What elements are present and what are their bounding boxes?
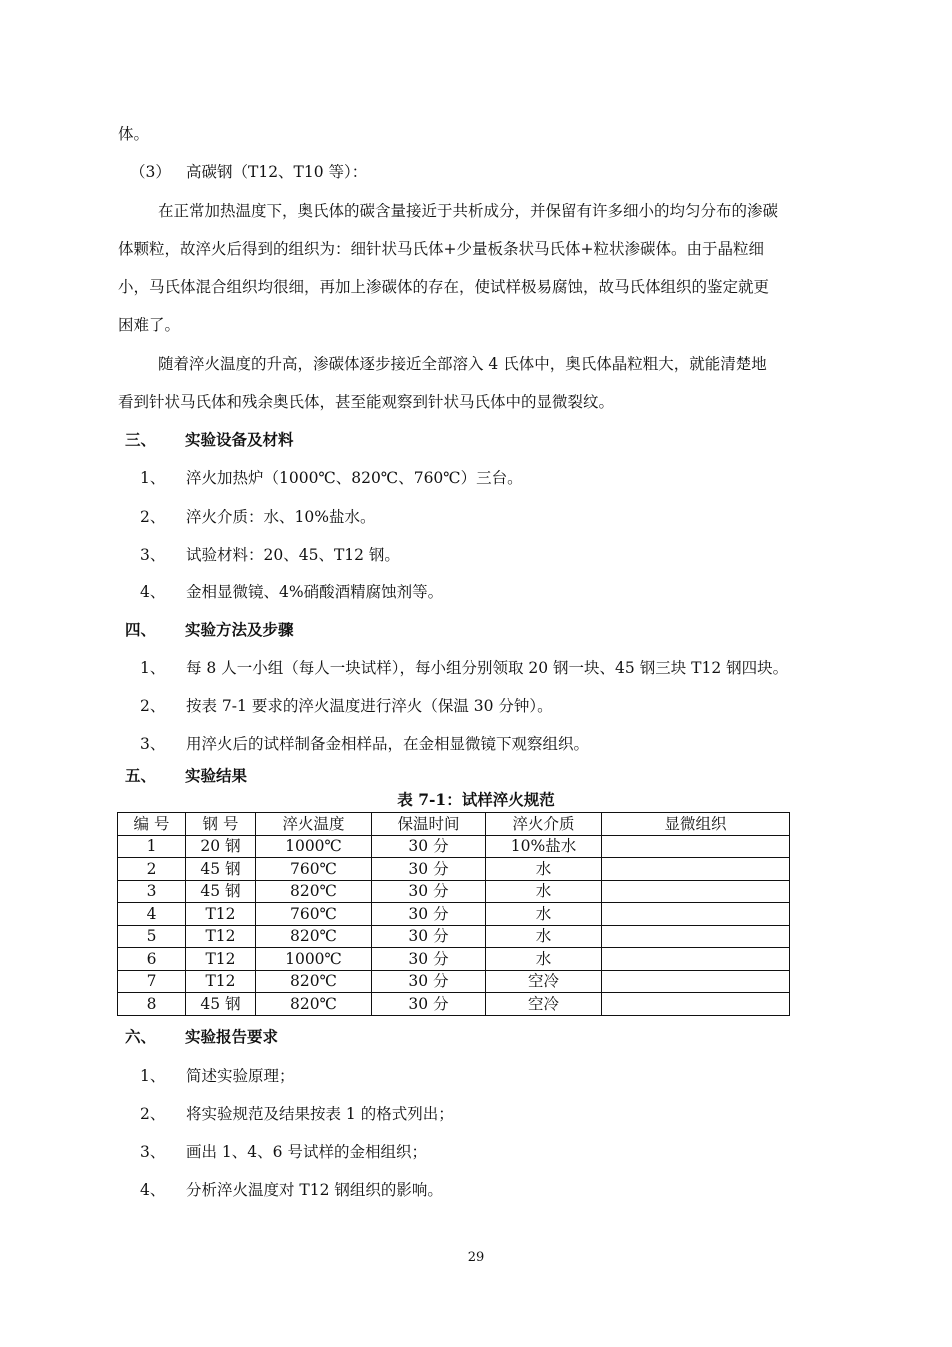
table-cell: 3 <box>118 880 186 903</box>
header-cell-number: 编 号 <box>118 813 186 836</box>
list-item <box>140 1180 443 1200</box>
list-item-number: 2、 <box>140 508 166 526</box>
table-cell: 空冷 <box>486 993 602 1016</box>
section-heading <box>125 1027 278 1047</box>
header-cell-medium: 淬火介质 <box>486 813 602 836</box>
table-cell <box>602 835 790 858</box>
table-cell: 30 分 <box>372 880 486 903</box>
section-title: 实验结果 <box>185 766 248 785</box>
table-cell: 820℃ <box>256 925 372 948</box>
header-cell-hold-time: 保温时间 <box>372 813 486 836</box>
list-item-text: 淬火介质：水、10%盐水。 <box>186 508 376 526</box>
list-item-text: 用淬火后的试样制备金相样品，在金相显微镜下观察组织。 <box>186 735 590 753</box>
list-item-text: 试验材料：20、45、T12 钢。 <box>186 546 400 564</box>
table-cell <box>602 993 790 1016</box>
list-item-number: 3、 <box>140 735 166 753</box>
section-number: 三、 <box>125 430 157 449</box>
list-item-text: 画出 1、4、6 号试样的金相组织； <box>186 1143 427 1161</box>
section-heading <box>125 620 294 640</box>
list-item <box>140 545 400 565</box>
table-cell: 2 <box>118 858 186 881</box>
table-cell: 7 <box>118 970 186 993</box>
header-cell-temperature: 淬火温度 <box>256 813 372 836</box>
list-item-text: 简述实验原理； <box>186 1067 295 1085</box>
list-item-number: 1、 <box>140 1067 166 1085</box>
table-cell: T12 <box>186 903 256 926</box>
subsection-title: 高碳钢（T12、T10 等）： <box>186 163 368 181</box>
table-cell: 820℃ <box>256 880 372 903</box>
list-item <box>140 734 589 754</box>
table-cell: 820℃ <box>256 993 372 1016</box>
paragraph-line: 看到针状马氏体和残余奥氏体，甚至能观察到针状马氏体中的显微裂纹。 <box>118 393 615 411</box>
list-item-number: 3、 <box>140 546 166 564</box>
list-item-number: 4、 <box>140 1181 166 1199</box>
list-item-text: 淬火加热炉（1000℃、820℃、760℃）三台。 <box>186 469 523 487</box>
list-item <box>140 468 523 488</box>
list-item-number: 2、 <box>140 697 166 715</box>
section-title: 实验方法及步骤 <box>185 620 294 639</box>
table-cell: 760℃ <box>256 903 372 926</box>
header-cell-microstructure: 显微组织 <box>602 813 790 836</box>
list-item-number: 2、 <box>140 1105 166 1123</box>
table-row <box>118 903 790 926</box>
list-item <box>140 696 553 716</box>
paragraph-line: 困难了。 <box>118 316 181 334</box>
section-number: 六、 <box>125 1027 157 1046</box>
table-row <box>118 970 790 993</box>
section-number: 五、 <box>125 766 157 785</box>
list-item <box>140 1142 427 1162</box>
table-cell: 30 分 <box>372 970 486 993</box>
table-row <box>118 948 790 971</box>
list-item-text: 将实验规范及结果按表 1 的格式列出； <box>186 1105 454 1123</box>
list-item-text: 每 8 人一小组（每人一块试样），每小组分别领取 20 钢一块、45 钢三块 T12 钢四块。 <box>186 659 789 677</box>
page-number: 29 <box>467 1250 485 1265</box>
table-cell: 1000℃ <box>256 835 372 858</box>
list-item <box>140 1104 454 1124</box>
list-item-text: 金相显微镜、4%硝酸酒精腐蚀剂等。 <box>186 583 444 601</box>
list-item-text: 按表 7-1 要求的淬火温度进行淬火（保温 30 分钟）。 <box>186 697 553 715</box>
table-cell: 30 分 <box>372 993 486 1016</box>
quench-spec-table <box>117 812 790 1016</box>
section-title: 实验报告要求 <box>185 1027 279 1046</box>
list-item-number: 1、 <box>140 659 166 677</box>
table-cell: 6 <box>118 948 186 971</box>
table-cell: 5 <box>118 925 186 948</box>
table-cell: 20 钢 <box>186 835 256 858</box>
table-cell: 30 分 <box>372 835 486 858</box>
section-heading <box>125 766 247 786</box>
table-row <box>118 880 790 903</box>
table-cell: T12 <box>186 925 256 948</box>
table-cell: 45 钢 <box>186 858 256 881</box>
table-row <box>118 993 790 1016</box>
table-cell: 8 <box>118 993 186 1016</box>
table-cell <box>602 925 790 948</box>
paragraph-line: 体。 <box>118 125 150 143</box>
table-cell: 30 分 <box>372 925 486 948</box>
list-item-number: 3、 <box>140 1143 166 1161</box>
table-cell: 30 分 <box>372 858 486 881</box>
table-row <box>118 835 790 858</box>
table-cell: T12 <box>186 948 256 971</box>
table-cell: 45 钢 <box>186 993 256 1016</box>
section-heading <box>125 430 294 450</box>
table-caption: 表 7-1：试样淬火规范 <box>397 790 555 809</box>
list-item <box>140 658 788 678</box>
table-cell: 45 钢 <box>186 880 256 903</box>
table-cell: 1 <box>118 835 186 858</box>
subsection-number: （3） <box>130 163 171 181</box>
table-cell: 空冷 <box>486 970 602 993</box>
table-cell: 水 <box>486 948 602 971</box>
header-cell-steel: 钢 号 <box>186 813 256 836</box>
table-cell: 30 分 <box>372 948 486 971</box>
table-cell <box>602 858 790 881</box>
paragraph-line: 在正常加热温度下，奥氏体的碳含量接近于共析成分，并保留有许多细小的均匀分布的渗碳 <box>158 202 779 220</box>
table-cell <box>602 970 790 993</box>
table-cell: 820℃ <box>256 970 372 993</box>
table-row <box>118 925 790 948</box>
table-row <box>118 858 790 881</box>
table-cell: 水 <box>486 880 602 903</box>
list-item <box>140 1066 295 1086</box>
table-cell: 30 分 <box>372 903 486 926</box>
list-item-number: 4、 <box>140 583 166 601</box>
list-item-text: 分析淬火温度对 T12 钢组织的影响。 <box>186 1181 443 1199</box>
paragraph-line: 随着淬火温度的升高，渗碳体逐步接近全部溶入 4 氏体中，奥氏体晶粒粗大，就能清楚地 <box>158 355 767 373</box>
table-cell: 760℃ <box>256 858 372 881</box>
table-cell: 4 <box>118 903 186 926</box>
table-cell: 水 <box>486 858 602 881</box>
table-cell: 10%盐水 <box>486 835 602 858</box>
section-title: 实验设备及材料 <box>185 430 294 449</box>
paragraph-line: 体颗粒，故淬火后得到的组织为：细针状马氏体+少量板条状马氏体+粒状渗碳体。由于晶粒细 <box>118 240 764 258</box>
table-cell: T12 <box>186 970 256 993</box>
section-number: 四、 <box>125 620 157 639</box>
table-header-row <box>118 813 790 836</box>
paragraph-line: 小，马氏体混合组织均很细，再加上渗碳体的存在，使试样极易腐蚀，故马氏体组织的鉴定就更 <box>118 278 770 296</box>
table-cell: 水 <box>486 903 602 926</box>
table-cell <box>602 903 790 926</box>
list-item <box>140 507 375 527</box>
table-cell <box>602 948 790 971</box>
table-cell <box>602 880 790 903</box>
table-cell: 水 <box>486 925 602 948</box>
table-cell: 1000℃ <box>256 948 372 971</box>
list-item-number: 1、 <box>140 469 166 487</box>
list-item <box>140 582 443 602</box>
